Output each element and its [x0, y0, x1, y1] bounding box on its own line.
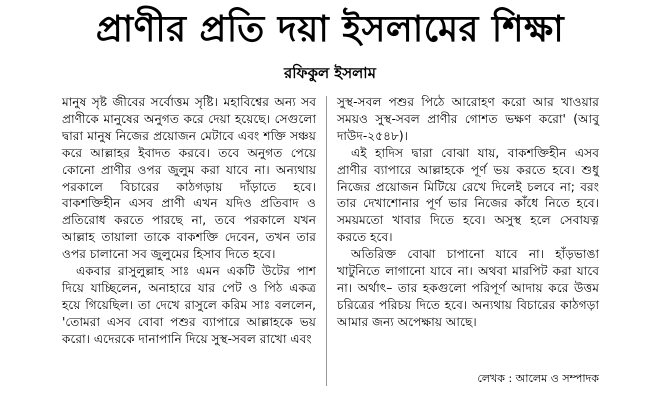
- author-note: লেখক : আলেম ও সম্পাদক: [477, 372, 599, 385]
- article-byline: রফিকুল ইসলাম: [284, 64, 376, 82]
- article-paragraph: সুস্থ-সবল পশুর পিঠে আরোহণ করো আর খাওয়ার সময়ও সুস্থ-সবল প্রাণীর গোশত ভক্ষণ করো' (আবু দাউদ-২৫৪৮)।: [337, 95, 599, 143]
- article-paragraph: এই হাদিস দ্বারা বোঝা যায়, বাকশক্তিহীন এসব প্রাণীর ব্যাপারে আল্লাহকে পূর্ণ ভয় করতে হবে। শুধু নিজের প্রয়োজন মিটিয়ে রেখে দিলেই চলবে না; বরং তার দেখাশোনার পূর্ণ ভার নিজের কাঁধে নিতে হবে। সময়মতো খাবার দিতে হবে। অসুস্থ হলে সেবাযত্ন করতে হবে।: [337, 145, 599, 245]
- article-paragraph: মানুষ সৃষ্ট জীবের সর্বোত্তম সৃষ্টি। মহাবিশ্বের অন্য সব প্রাণীকে মানুষের অনুগত করে দেয়া হয়েছে। সেগুলো দ্বারা মানুষ নিজের প্রয়োজন মেটাবে এবং শক্তি সঞ্চয় করে আল্লাহর ইবাদত করবে। তবে অনুগত পেয়ে কোনো প্রাণীর ওপর জুলুম করা যাবে না। অন্যথায় পরকালে বিচারের কাঠগড়ায় দাঁড়াতে হবে। বাকশক্তিহীন এসব প্রাণী এখন যদিও প্রতিবাদ ও প্রতিরোধ করতে পারছে না, তবে পরকালে যখন আল্লাহ তায়ালা তাকে বাকশক্তি দেবেন, তখন তার ওপর চালানো সব জুলুমের হিসাব দিতে হবে।: [62, 95, 316, 262]
- column-divider: [326, 96, 327, 386]
- article-headline: প্রাণীর প্রতি দয়া ইসলামের শিক্ষা: [95, 9, 565, 50]
- article-paragraph: অতিরিক্ত বোঝা চাপানো যাবে না। হাঁড়ভাঙা খাটুনিতে লাগানো যাবে না। অথবা মারপিট করা যাবে না। অর্থাৎ– তার হকগুলো পরিপূর্ণ আদায় করে উত্তম চরিত্রের পরিচয় দিতে হবে। অন্যথায় বিচারের কাঠগড়া আমার জন্য অপেক্ষায় আছে।: [337, 247, 599, 329]
- article-paragraph: একবার রাসুলুল্লাহ সাঃ এমন একটি উটের পাশ দিয়ে যাচ্ছিলেন, অনাহারে যার পেট ও পিঠ একত্র হয়ে গিয়েছিল। তা দেখে রাসুলে করিম সাঃ বললেন, 'তোমরা এসব বোবা পশুর ব্যাপারে আল্লাহকে ভয় করো। এদেরকে দানাপানি দিয়ে সুস্থ-সবল রাখো এবং: [62, 264, 316, 346]
- article-column-right: [337, 94, 599, 331]
- article-column-left: [62, 94, 316, 348]
